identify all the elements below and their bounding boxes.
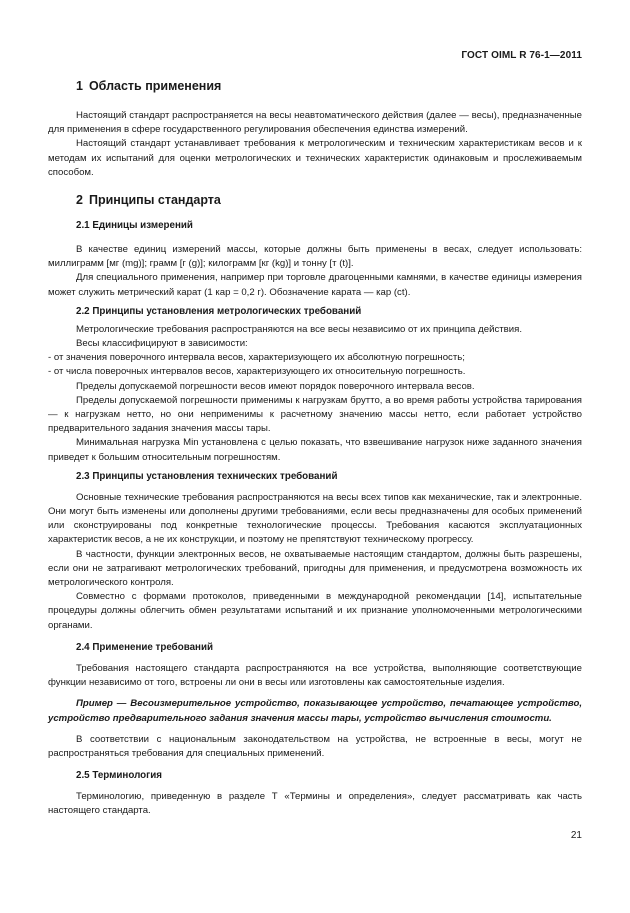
section-number: 2 [76, 193, 83, 208]
section-2-heading [48, 192, 582, 208]
paragraph: Для специального применения, например при торговле драгоценными камнями, в качестве единицы измерения может служить метрический карат (1 кар = 0,2 г). Обозначение карата — кар (ct). [48, 272, 582, 298]
subsection-2-3-heading: 2.3 Принципы установления технических требований [76, 470, 338, 482]
paragraph: Терминологию, приведенную в разделе Т «Термины и определения», следует рассматривать как часть настоящего стандарта. [48, 791, 582, 817]
paragraph: Минимальная нагрузка Min установлена с целью показать, что взвешивание нагрузок ниже заданного значения приведет к большим относительным погрешностям. [48, 437, 582, 463]
list-item: - от значения поверочного интервала весов, характеризующего их абсолютную погрешность; [48, 352, 465, 364]
paragraph: Настоящий стандарт устанавливает требования к метрологическим и техническим характеристикам весов и к методам их испытаний для оценки метрологических и технических характеристик одинаковым и прослеживаемым способом. [48, 138, 582, 178]
paragraph: Пределы допускаемой погрешности применимы к нагрузкам брутто, а во время работы устройства тарирования — к нагрузкам нетто, но они неприменимы к расчетному значению массы нетто, если работает устройство предварительного задания значения массы тары. [48, 394, 582, 435]
paragraph: Пределы допускаемой погрешности весов имеют порядок поверочного интервала весов. [76, 380, 475, 392]
paragraph: В соответствии с национальным законодательством на устройства, не встроенные в весы, могут не распространяться требования для специальных применений. [48, 733, 582, 759]
paragraph: Весы классифицируют в зависимости: [76, 338, 248, 350]
paragraph: Основные технические требования распространяются на весы всех типов как механические, так и электронные. Они могут быть изменены или дополнены другими требованиями, если весы предназначены для особых применений или сконструированы под конкретные технологические процессы. Требования касаются эксплуатационных характеристик весов, а не их конструкции, и поэтому не препятствуют техническому прогрессу. [48, 491, 582, 546]
paragraph: Настоящий стандарт распространяется на весы неавтоматического действия (далее — весы), предназначенные для применения в сфере государственного регулирования обеспечения единства измерений. [48, 110, 582, 136]
section-1-heading [48, 78, 582, 94]
example-note: Пример — Весоизмерительное устройство, показывающее устройство, печатающее устройство, устройство предварительного задания значения массы тары, устройство вычисления стоимости. [48, 698, 582, 724]
paragraph: В качестве единиц измерений массы, которые должны быть применены в весах, следует использовать: миллиграмм [мг (mg)]; грамм [г (g)]; килограмм [кг (kg)] и тонну [т (t)]. [48, 244, 582, 270]
paragraph: Требования настоящего стандарта распространяются на все устройства, выполняющие соответствующие функции независимо от того, встроены ли они в весы или изготовлены как самостоятельные изделия. [48, 662, 582, 689]
section-title: Принципы стандарта [88, 193, 221, 208]
paragraph: Совместно с формами протоколов, приведенными в международной рекомендации [14], испытательные процедуры должны облегчить обмен результатами испытаний и их признание уполномоченными метрологическими органами. [48, 591, 582, 631]
paragraph: В частности, функции электронных весов, не охватываемые настоящим стандартом, должны быть разрешены, если они не затрагивают метрологических требований, пригодны для применения, и предусмотрена возможность их метрологического контроля. [48, 548, 582, 589]
subsection-2-4-heading: 2.4 Применение требований [76, 641, 214, 653]
page-content [48, 78, 582, 819]
subsection-2-5-heading: 2.5 Терминология [76, 770, 162, 782]
document-code-header: ГОСТ OIML R 76-1—2011 [461, 50, 582, 61]
section-number: 1 [76, 79, 83, 93]
subsection-2-1-heading: 2.1 Единицы измерений [76, 220, 193, 232]
paragraph: Метрологические требования распространяются на все весы независимо от их принципа действия. [76, 323, 522, 335]
page-number: 21 [570, 830, 582, 841]
subsection-2-2-heading: 2.2 Принципы установления метрологических требований [76, 305, 362, 317]
list-item: - от числа поверочных интервалов весов, характеризующего их относительную погрешность. [48, 366, 466, 378]
section-title: Область применения [88, 79, 222, 93]
